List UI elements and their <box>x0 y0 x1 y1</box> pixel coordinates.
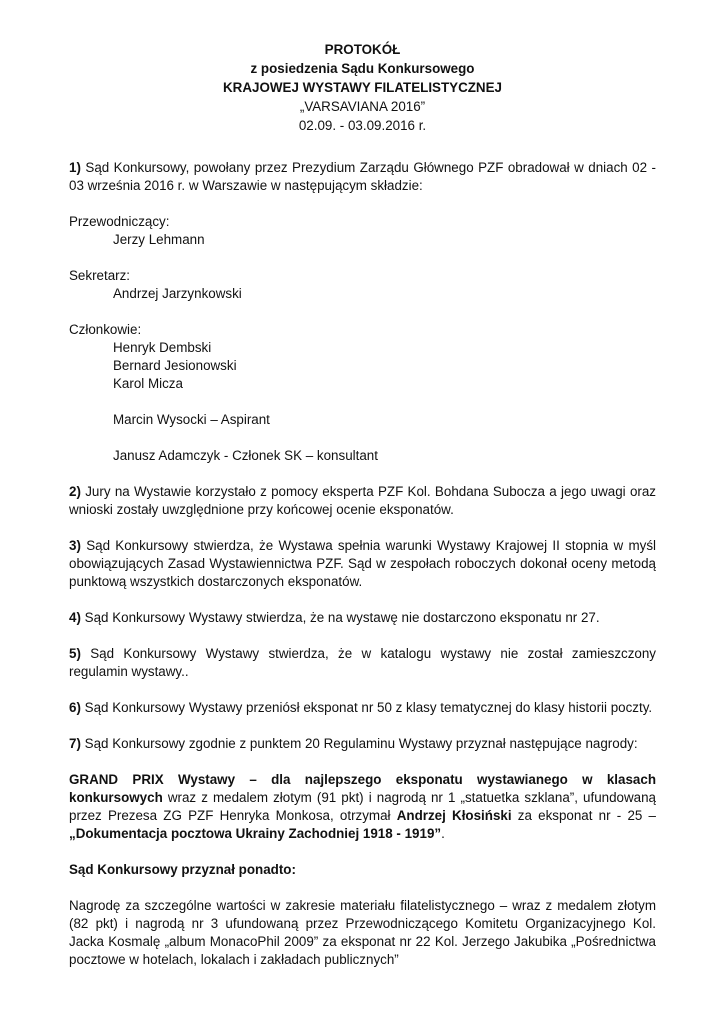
paragraph-5-text: Sąd Konkursowy Wystawy stwierdza, że w katalogu wystawy nie został zamieszczony regulamin wystawy.. <box>69 646 656 679</box>
paragraph-3 <box>69 537 656 591</box>
exhibition-dates: 02.09. - 03.09.2016 r. <box>298 118 427 133</box>
member-consultant: Janusz Adamczyk - Członek SK – konsultant <box>113 448 378 463</box>
grand-prix-exhibit: „Dokumentacja pocztowa Ukrainy Zachodniej 1918 - 1919” <box>69 826 442 841</box>
member-name: Bernard Jesionowski <box>113 358 237 373</box>
paragraph-2 <box>69 483 656 519</box>
exhibition-name: KRAJOWEJ WYSTAWY FILATELISTYCZNEJ <box>223 80 502 95</box>
member-aspirant: Marcin Wysocki – Aspirant <box>113 412 270 427</box>
paragraph-5 <box>69 645 656 681</box>
grand-prix-end: . <box>441 826 445 841</box>
paragraph-5-number: 5) <box>69 646 81 661</box>
document-page <box>69 40 656 969</box>
members-label: Członkowie: <box>69 322 142 337</box>
paragraph-6 <box>69 699 656 717</box>
exhibition-title: „VARSAVIANA 2016” <box>299 99 426 114</box>
document-title: PROTOKÓŁ <box>324 42 401 57</box>
secretary-name: Andrzej Jarzynkowski <box>113 286 242 301</box>
grand-prix-text-2: za eksponat nr - 25 – <box>511 808 656 823</box>
grand-prix-text-1: wraz z medalem złotym (91 pkt) i nagrodą nr 1 „statuetka szklana”, ufundowaną przez Prezesa ZG PZF Henryka Monkosa, otrzymał <box>69 790 656 823</box>
member-name: Henryk Dembski <box>113 340 212 355</box>
paragraph-1-text: Sąd Konkursowy, powołany przez Prezydium Zarządu Głównego PZF obradował w dniach 02 - 03 września 2016 r. w Warszawie w następującym składzie: <box>69 160 656 193</box>
chair-name: Jerzy Lehmann <box>113 232 205 247</box>
paragraph-4-text: Sąd Konkursowy Wystawy stwierdza, że na wystawę nie dostarczono eksponatu nr 27. <box>80 610 600 625</box>
paragraph-2-text: Jury na Wystawie korzystało z pomocy eksperta PZF Kol. Bohdana Subocza a jego uwagi oraz wnioski zostały uwzględnione przy końcowej ocenie eksponatów. <box>69 484 656 517</box>
grand-prix-paragraph <box>69 771 656 843</box>
paragraph-7 <box>69 735 656 753</box>
paragraph-1 <box>69 159 656 195</box>
paragraph-4-number: 4) <box>69 610 81 625</box>
paragraph-7-number: 7) <box>69 736 81 751</box>
secretary-section <box>69 267 656 303</box>
secretary-label: Sekretarz: <box>69 268 131 283</box>
document-subtitle: z posiedzenia Sądu Konkursowego <box>250 61 475 76</box>
additional-heading: Sąd Konkursowy przyznał ponadto: <box>69 862 296 877</box>
paragraph-6-text: Sąd Konkursowy Wystawy przeniósł eksponat nr 50 z klasy tematycznej do klasy historii poczty. <box>80 700 653 715</box>
paragraph-4 <box>69 609 656 627</box>
member-name: Karol Micza <box>113 376 183 391</box>
paragraph-3-text: Sąd Konkursowy stwierdza, że Wystawa spełnia warunki Wystawy Krajowej II stopnia w myśl obowiązujących Zasad Wystawiennictwa PZF. Sąd w zespołach roboczych dokonał oceny metodą punktową wszystkich dostarczonych eksponatów. <box>69 538 656 589</box>
chair-section <box>69 213 656 249</box>
grand-prix-winner: Andrzej Kłosiński <box>396 808 512 823</box>
members-section <box>69 321 656 465</box>
paragraph-7-text: Sąd Konkursowy zgodnie z punktem 20 Regulaminu Wystawy przyznał następujące nagrody: <box>80 736 638 751</box>
chair-label: Przewodniczący: <box>69 214 170 229</box>
paragraph-2-number: 2) <box>69 484 81 499</box>
paragraph-1-number: 1) <box>69 160 81 175</box>
grand-prix-lead: GRAND PRIX Wystawy – dla najlepszego eksponatu wystawianego w klasach konkursowych <box>69 772 656 805</box>
paragraph-6-number: 6) <box>69 700 81 715</box>
document-header <box>69 40 656 135</box>
additional-award-paragraph: Nagrodę za szczególne wartości w zakresie materiału filatelistycznego – wraz z medalem złotym (82 pkt) i nagrodą nr 3 ufundowaną przez Przewodniczącego Komitetu Organizacyjnego Kol. Jacka Kosmalę „album MonacoPhil 2009” za eksponat nr 22 Kol. Jerzego Jakubika „Pośrednictwa pocztowe w hotelach, lokalach i zakładach publicznych” <box>69 898 656 967</box>
paragraph-3-number: 3) <box>69 538 81 553</box>
